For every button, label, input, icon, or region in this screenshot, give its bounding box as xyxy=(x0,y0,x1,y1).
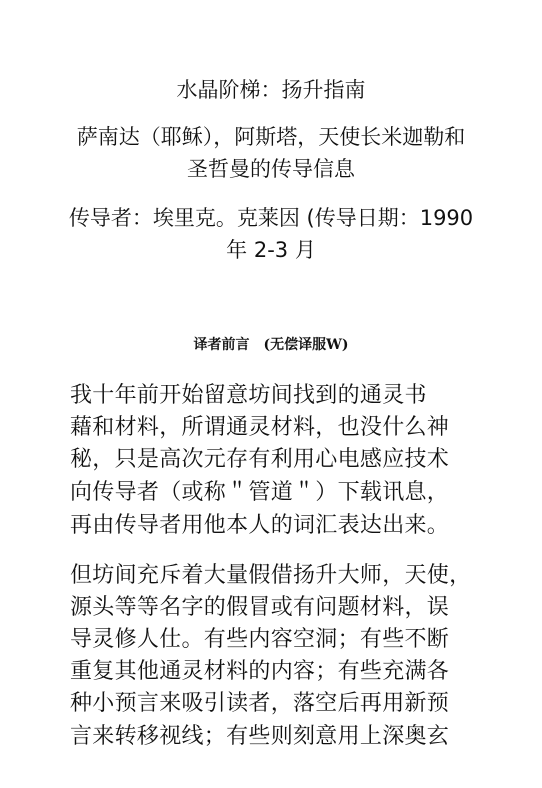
channel-info-line-1: 传导者：埃里克。克莱因 (传导日期：1990 xyxy=(68,206,474,230)
paragraph-line: 藉和材料，所谓通灵材料，也没什么神 xyxy=(70,415,450,440)
paragraph-line: 言来转移视线；有些则刻意用上深奥玄 xyxy=(70,724,450,749)
paragraph-line: 导灵修人仕。有些内容空洞；有些不断 xyxy=(70,627,450,652)
paragraph-line: 再由传导者用他本人的词汇表达出来。 xyxy=(70,513,450,538)
subtitle-line-1: 萨南达（耶稣），阿斯塔，天使长米迦勒和 xyxy=(76,125,466,149)
paragraph-line: 我十年前开始留意坊间找到的通灵书 xyxy=(70,383,427,408)
document-title: 水晶阶梯：扬升指南 xyxy=(176,78,366,102)
paragraph-line: 源头等等名字的假冒或有问题材料，误 xyxy=(70,595,450,620)
channel-info-line-2: 年 2-3 月 xyxy=(226,238,316,262)
paragraph-line: 秘，只是高次元存有利用心电感应技术 xyxy=(70,447,450,472)
subtitle-line-2: 圣哲曼的传导信息 xyxy=(187,157,355,181)
preface-heading: 译者前言 (无偿译服W) xyxy=(193,337,349,353)
paragraph-line: 向传导者（或称＂管道＂）下载讯息， xyxy=(70,480,450,505)
paragraph-line: 但坊间充斥着大量假借扬升大师，天使， xyxy=(70,563,472,588)
paragraph-line: 重复其他通灵材料的内容；有些充满各 xyxy=(70,659,450,684)
paragraph-line: 种小预言来吸引读者，落空后再用新预 xyxy=(70,691,450,716)
